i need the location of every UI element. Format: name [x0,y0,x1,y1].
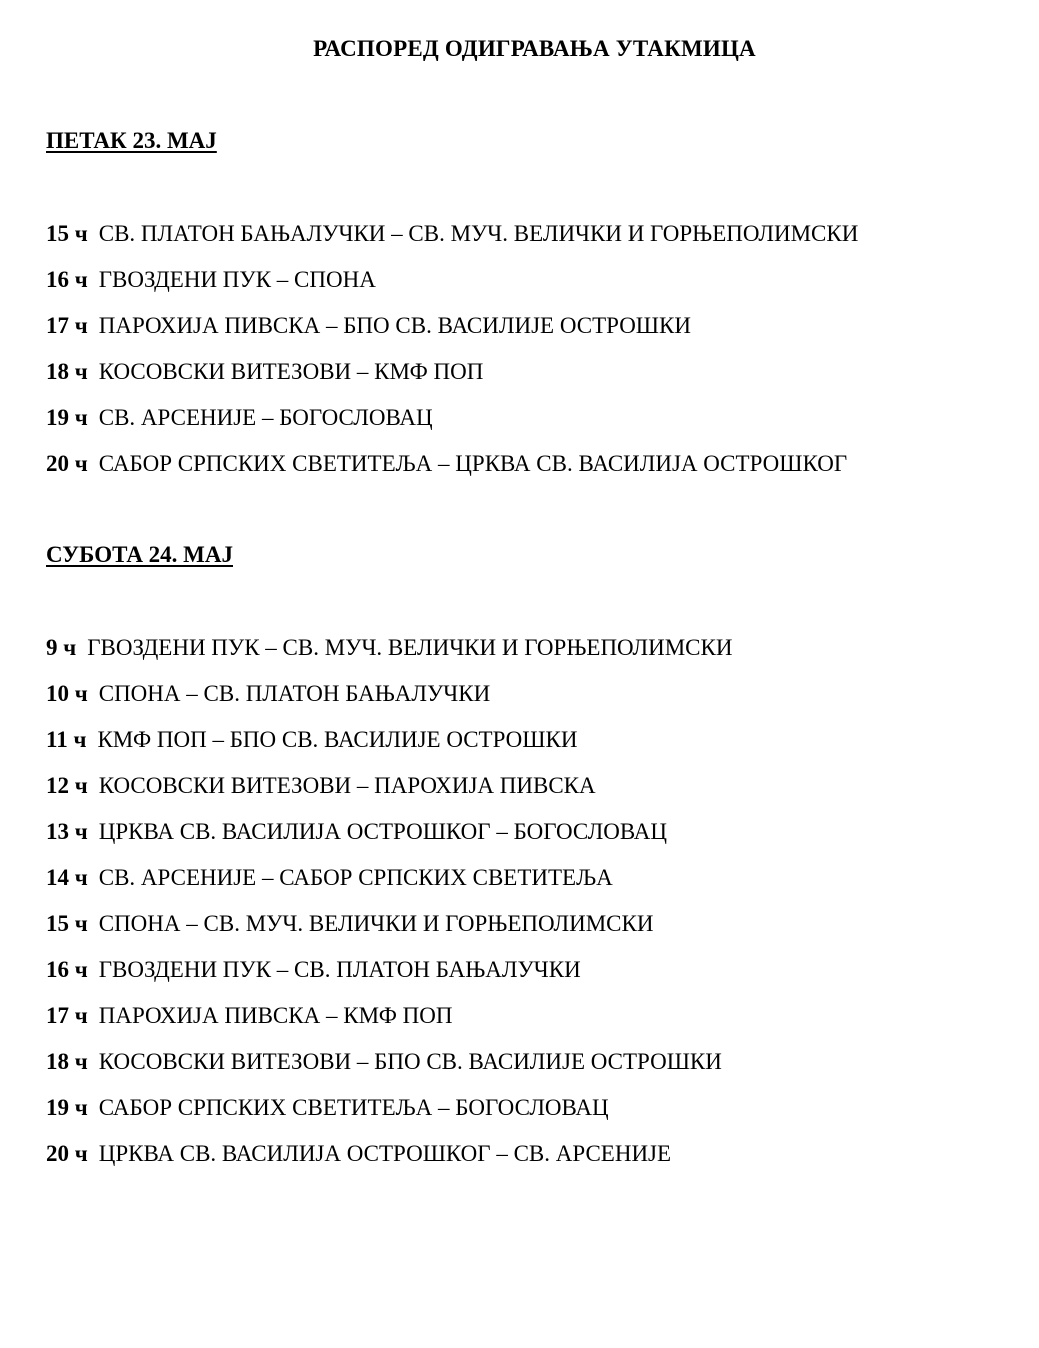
match-time: 20 ч [46,451,88,476]
match-time: 12 ч [46,773,88,798]
day-heading-friday: ПЕТАК 23. МАЈ [46,128,217,153]
match-row [46,633,732,679]
match-teams: ГВОЗДЕНИ ПУК – СВ. ПЛАТОН БАЊАЛУЧКИ [98,957,581,982]
match-time: 10 ч [46,681,88,706]
match-teams: ПАРОХИЈА ПИВСКА – КМФ ПОП [98,1003,453,1028]
match-time: 20 ч [46,1141,88,1166]
match-list-friday [46,219,858,495]
match-list-saturday [46,633,732,1185]
match-row [46,449,858,495]
match-time: 16 ч [46,957,88,982]
match-time: 19 ч [46,1095,88,1120]
match-teams: ГВОЗДЕНИ ПУК – СПОНА [98,267,376,292]
match-teams: КОСОВСКИ ВИТЕЗОВИ – БПО СВ. ВАСИЛИЈЕ ОСТРОШКИ [98,1049,722,1074]
match-time: 14 ч [46,865,88,890]
match-time: 19 ч [46,405,88,430]
match-row [46,265,858,311]
match-row [46,1047,732,1093]
match-teams: СПОНА – СВ. ПЛАТОН БАЊАЛУЧКИ [98,681,491,706]
match-teams: ПАРОХИЈА ПИВСКА – БПО СВ. ВАСИЛИЈЕ ОСТРОШКИ [98,313,691,338]
match-time: 11 ч [46,727,87,752]
match-row [46,219,858,265]
match-row [46,817,732,863]
day-heading-saturday: СУБОТА 24. МАЈ [46,542,233,567]
match-teams: СПОНА – СВ. МУЧ. ВЕЛИЧКИ И ГОРЊЕПОЛИМСКИ [98,911,654,936]
match-row [46,955,732,1001]
match-teams: САБОР СРПСКИХ СВЕТИТЕЉА – БОГОСЛОВАЦ [98,1095,609,1120]
match-time: 17 ч [46,313,88,338]
match-teams: КОСОВСКИ ВИТЕЗОВИ – ПАРОХИЈА ПИВСКА [98,773,596,798]
match-row [46,909,732,955]
match-teams: СВ. АРСЕНИЈЕ – БОГОСЛОВАЦ [98,405,433,430]
match-row [46,357,858,403]
match-time: 18 ч [46,359,88,384]
match-row [46,1001,732,1047]
match-row [46,311,858,357]
match-time: 18 ч [46,1049,88,1074]
match-time: 16 ч [46,267,88,292]
match-teams: КМФ ПОП – БПО СВ. ВАСИЛИЈЕ ОСТРОШКИ [97,727,578,752]
match-row [46,1139,732,1185]
match-row [46,725,732,771]
match-row [46,1093,732,1139]
match-teams: ЦРКВА СВ. ВАСИЛИЈА ОСТРОШКОГ – БОГОСЛОВАЦ [98,819,667,844]
match-teams: КОСОВСКИ ВИТЕЗОВИ – КМФ ПОП [98,359,484,384]
match-row [46,863,732,909]
match-teams: САБОР СРПСКИХ СВЕТИТЕЉА – ЦРКВА СВ. ВАСИЛИЈА ОСТРОШКОГ [98,451,848,476]
match-time: 9 ч [46,635,77,660]
match-row [46,403,858,449]
match-teams: СВ. АРСЕНИЈЕ – САБОР СРПСКИХ СВЕТИТЕЉА [98,865,613,890]
match-time: 15 ч [46,221,88,246]
match-teams: ЦРКВА СВ. ВАСИЛИЈА ОСТРОШКОГ – СВ. АРСЕНИЈЕ [98,1141,672,1166]
match-teams: СВ. ПЛАТОН БАЊАЛУЧКИ – СВ. МУЧ. ВЕЛИЧКИ И ГОРЊЕПОЛИМСКИ [98,221,859,246]
match-row [46,679,732,725]
match-time: 15 ч [46,911,88,936]
match-teams: ГВОЗДЕНИ ПУК – СВ. МУЧ. ВЕЛИЧКИ И ГОРЊЕПОЛИМСКИ [87,635,733,660]
document-title: РАСПОРЕД ОДИГРАВАЊА УТАКМИЦА [313,36,756,61]
match-row [46,771,732,817]
match-time: 17 ч [46,1003,88,1028]
match-time: 13 ч [46,819,88,844]
